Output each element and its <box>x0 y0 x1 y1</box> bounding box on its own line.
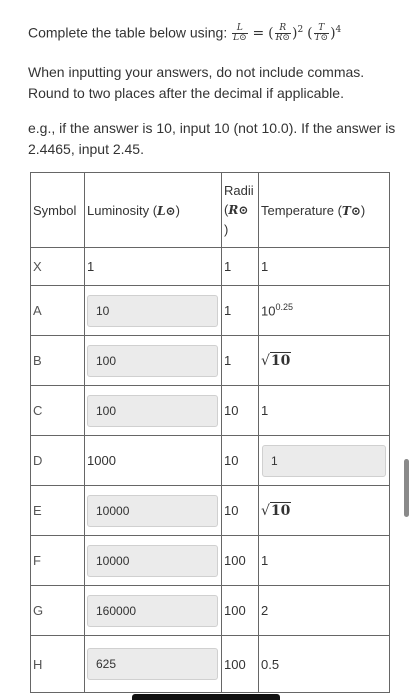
temperature-cell <box>259 486 390 536</box>
luminosity-cell <box>85 536 222 586</box>
header-luminosity: Luminosity (L⊙) <box>85 173 222 248</box>
symbol-cell: F <box>31 536 85 586</box>
table-row <box>31 336 390 386</box>
table-row <box>31 248 390 286</box>
table-row <box>31 286 390 336</box>
luminosity-cell <box>85 636 222 693</box>
table-row <box>31 536 390 586</box>
luminosity-cell <box>85 286 222 336</box>
home-indicator[interactable] <box>132 694 280 700</box>
radius-cell: 10 <box>222 436 259 486</box>
temperature-cell: 1 <box>259 536 390 586</box>
header-radii: Radii (R⊙ ) <box>222 173 259 248</box>
temperature-cell <box>259 336 390 386</box>
luminosity-cell <box>85 386 222 436</box>
luminosity-cell: 1 <box>85 248 222 286</box>
scrollbar[interactable] <box>404 459 409 517</box>
formula-radius-exponent: 2 <box>297 25 304 35</box>
formula-temperature-fraction: $\frac{T}{T⊙}$ <box>314 23 329 44</box>
temperature-cell <box>259 436 390 486</box>
symbol-cell: B <box>31 336 85 386</box>
star-properties-table <box>30 172 390 693</box>
symbol-cell: G <box>31 586 85 636</box>
luminosity-cell <box>85 486 222 536</box>
radius-cell: 100 <box>222 586 259 636</box>
formula-lhs-fraction: $\frac{L}{L⊙}$ <box>233 23 247 44</box>
instructions-formula-line: Complete the table below using: $\frac{L}{L⊙}$ = ( $\frac{R}{R⊙}$ )$^2$ ( $\frac{T}{T⊙}$ )$^4$ <box>28 23 342 44</box>
formula-equals: = <box>252 25 265 42</box>
table-row <box>31 386 390 436</box>
luminosity-input[interactable]: 625 <box>87 648 218 680</box>
luminosity-cell <box>85 586 222 636</box>
radius-cell: 1 <box>222 248 259 286</box>
header-temperature: Temperature (T⊙) <box>259 173 390 248</box>
header-symbol: Symbol <box>31 173 85 248</box>
radius-cell: 100 <box>222 536 259 586</box>
symbol-cell: D <box>31 436 85 486</box>
table-header-row <box>31 173 390 248</box>
radius-cell: 100 <box>222 636 259 693</box>
luminosity-cell: 1000 <box>85 436 222 486</box>
symbol-cell: E <box>31 486 85 536</box>
luminosity-input[interactable]: 160000 <box>87 595 218 627</box>
table-row <box>31 586 390 636</box>
power-base: 10 <box>261 303 276 319</box>
radius-cell: 1 <box>222 336 259 386</box>
luminosity-input[interactable]: 100 <box>87 395 218 427</box>
luminosity-input[interactable]: 10000 <box>87 495 218 527</box>
intro-text: Complete the table below using: <box>28 24 228 41</box>
radius-cell: 10 <box>222 386 259 436</box>
table-row <box>31 436 390 486</box>
radius-cell: 10 <box>222 486 259 536</box>
temperature-cell: 1 <box>259 248 390 286</box>
symbol-cell: A <box>31 286 85 336</box>
symbol-cell: C <box>31 386 85 436</box>
radius-cell: 1 <box>222 286 259 336</box>
temperature-cell: 2 <box>259 586 390 636</box>
power-exponent: 0.25 <box>275 302 293 313</box>
luminosity-input[interactable]: 10 <box>87 295 218 327</box>
luminosity-cell <box>85 336 222 386</box>
table-row <box>31 486 390 536</box>
temperature-cell: 0.5 <box>259 636 390 693</box>
temperature-cell: 1 <box>259 386 390 436</box>
symbol-cell: H <box>31 636 85 693</box>
formula-radius-fraction: $\frac{R}{R⊙}$ <box>275 23 290 44</box>
symbol-cell: X <box>31 248 85 286</box>
square-root-value: √10 <box>261 352 291 369</box>
luminosity-input[interactable]: 10000 <box>87 545 218 577</box>
table-row <box>31 636 390 693</box>
luminosity-input[interactable]: 100 <box>87 345 218 377</box>
formula-temperature-exponent: 4 <box>335 25 342 35</box>
temperature-input[interactable]: 1 <box>262 445 386 477</box>
instructions-input-note: When inputting your answers, do not include commas. Round to two places after the decimal if applicable. <box>28 64 365 101</box>
instructions-example-note: e.g., if the answer is 10, input 10 (not 10.0). If the answer is 2.4465, input 2.45. <box>28 120 396 157</box>
temperature-cell <box>259 286 390 336</box>
square-root-value: √10 <box>261 502 291 519</box>
